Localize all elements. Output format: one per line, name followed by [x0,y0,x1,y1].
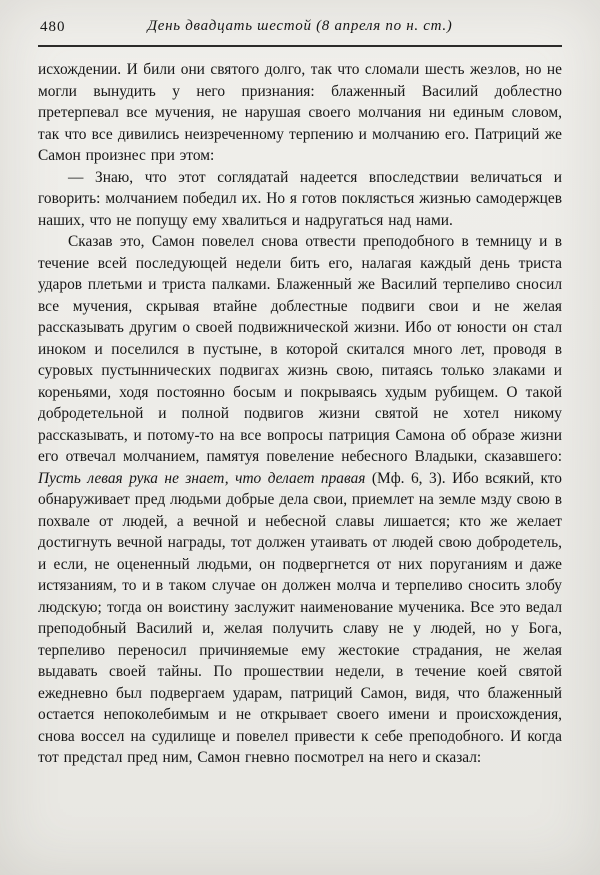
page-header [38,18,562,40]
paragraph [38,59,562,167]
running-title: День двадцать шестой (8 апреля по н. ст.) [147,18,453,34]
paragraph-text: — Знаю, что этот соглядатай надеется впоследствии величаться и говорить: молчанием победил их. Но я готов поклясться жизнью самодержцев наших, что не попущу ему хвалиться и надругаться над нами. [38,168,562,229]
page-number: 480 [40,19,66,35]
paragraph [38,167,562,232]
page-body [38,59,562,769]
paragraph-text: (Мф. 6, 3). Ибо всякий, кто обнаруживает пред людьми добрые дела свои, приемлет на земле мзду свою в похвале от людей, а вечной и небесной славы лишается; кто же желает достигнуть вечной награды, тот должен утаивать от людей свою добродетель, и если, не оцененный людьми, он подвергнется от них поруганиям и даже истязаниям, то и в таком случае он должен молча и терпеливо сносить злобу людскую; тогда он воистину заслужит наименование мученика. Все это ведал преподобный Василий и, желая получить славу не у людей, но у Бога, терпеливо переносил причиняемые ему жестокие страдания, не желая выдавать своей тайны. По прошествии недели, в течение коей святой ежедневно был подвергаем ударам, патриций Самон, видя, что блаженный остается непоколебимым и не открывает своего имени и происхождения, снова воссел на судилище и повелел привести к себе преподобного. И когда тот предстал пред ним, Самон гневно посмотрел на него и сказал: [38,469,562,766]
paragraph-text: исхождении. И били они святого долго, так что сломали шесть жезлов, но не могли вынудить у него признания: блаженный Василий доблестно претерпевал все мучения, не нарушая своего молчания ни единым словом, так что все дивились неизреченному терпению и молчанию его. Патриций же Самон произнес при этом: [38,61,562,164]
paragraph-text: Сказав это, Самон повелел снова отвести преподобного в темницу и в течение всей последующей недели бить его, налагая каждый день триста ударов плетьми и триста палками. Блаженный же Василий терпеливо сносил все мучения, скрывая втайне доблестные подвиги свои и не желая рассказывать другим о своей подвижнической жизни. Ибо от юности он стал иноком и поселился в пустыне, в которой скитался много лет, проводя в суровых пустыннических подвигах жизнь свою, питаясь только злаками и кореньями, ходя постоянно босым и покрываясь худым рубищем. О такой добродетельной и полной подвигов жизни святой не хотел никому рассказывать, и потому-то на все вопросы патриция Самона об образе жизни его отвечал молчанием, памятуя повеление небесного Владыки, сказавшего: [38,233,562,465]
paragraph [38,231,562,769]
header-rule [38,45,562,47]
scripture-quote: Пусть левая рука не знает, что делает правая [38,469,366,487]
